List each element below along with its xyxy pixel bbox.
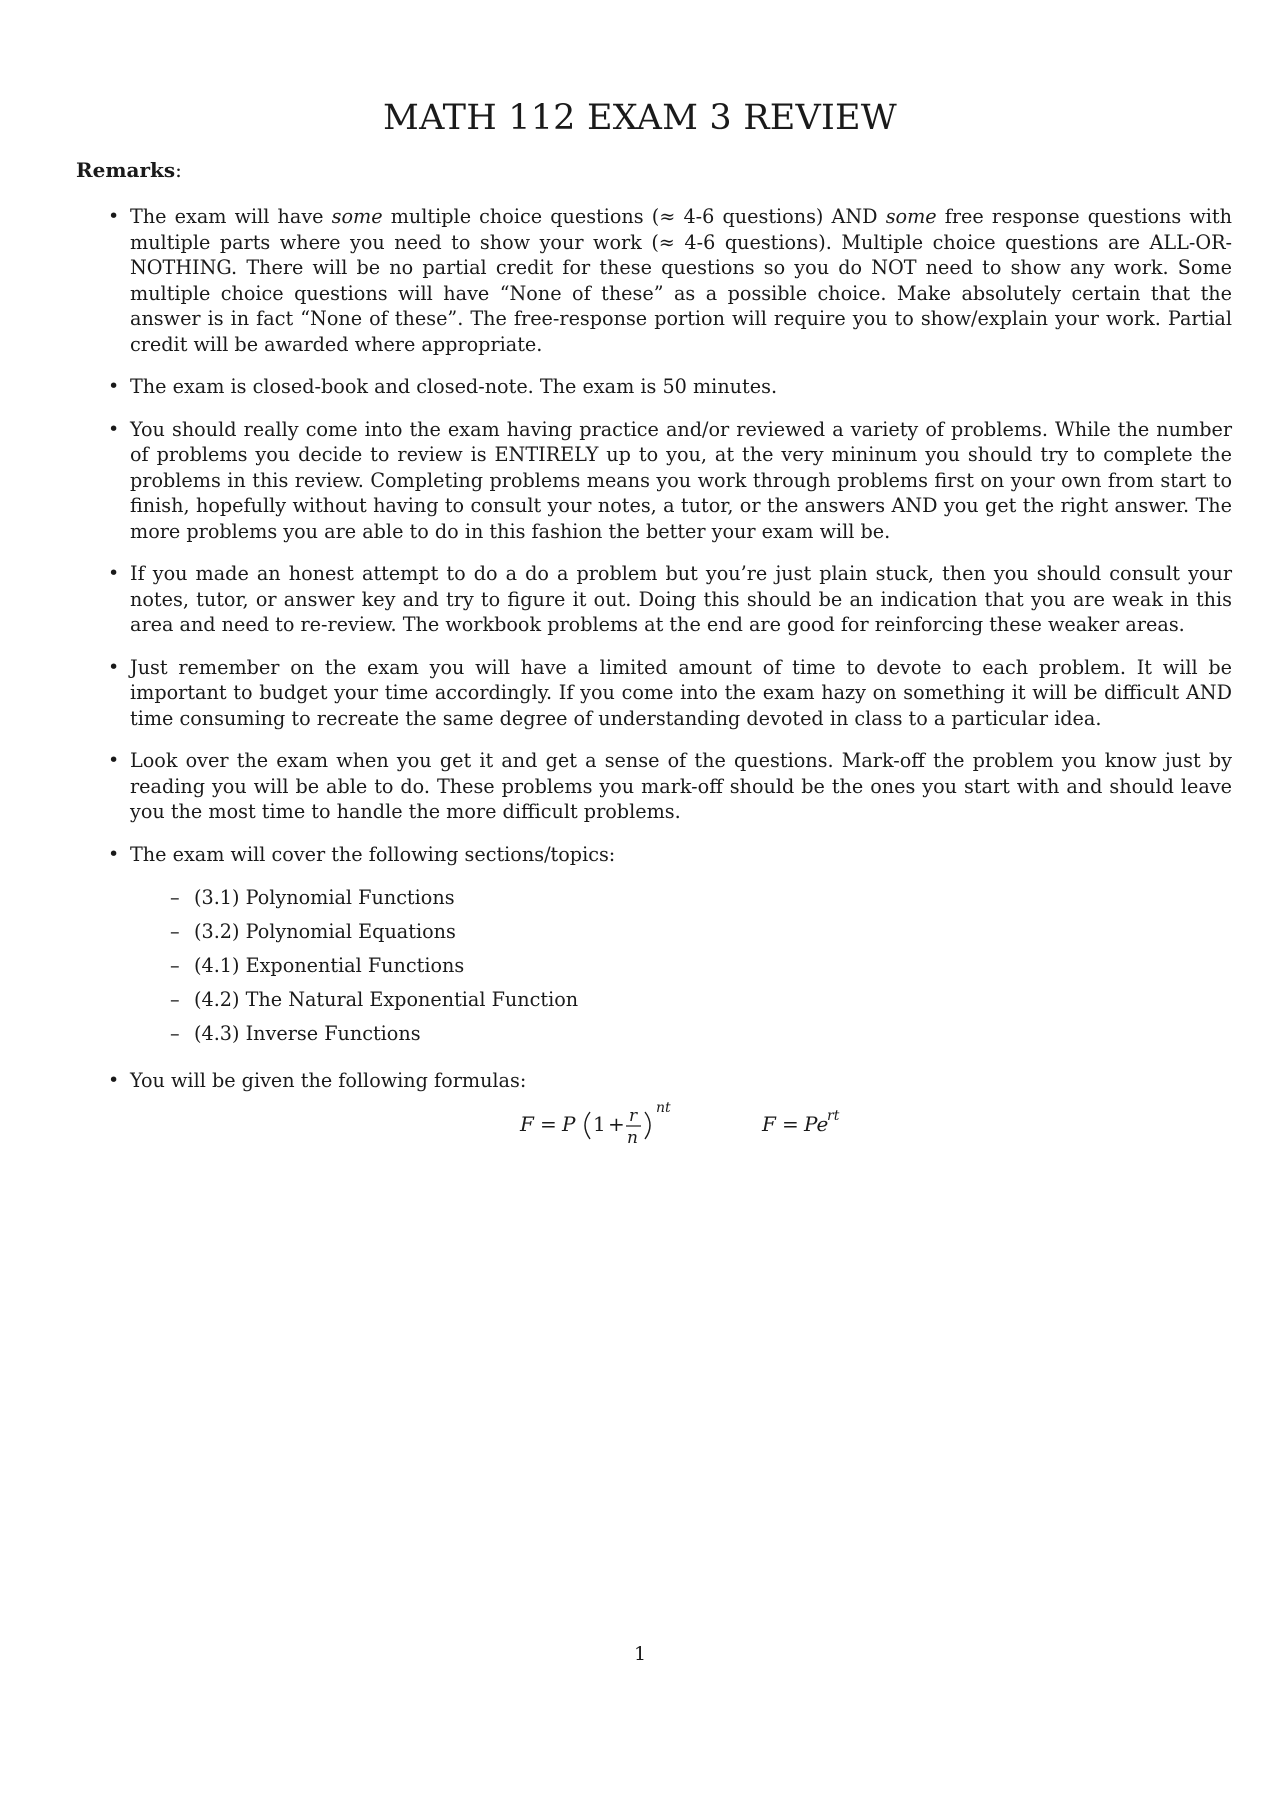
list-item bbox=[108, 748, 1232, 825]
topic-label: (3.1) Polynomial Functions bbox=[194, 886, 455, 909]
emphasis-text: some bbox=[331, 205, 383, 228]
bullet-text: Look over the exam when you get it and get a sense of the questions. Mark-off the problem you know just by reading you will be able to do. These problems you mark-off should be the ones you start with and should leave you the most time to handle the more difficult problems. bbox=[130, 749, 1232, 823]
dash-icon: – bbox=[170, 920, 180, 943]
formula-equals: = bbox=[782, 1112, 799, 1136]
topic-label: (4.3) Inverse Functions bbox=[194, 1022, 421, 1045]
bullet-icon: • bbox=[108, 417, 120, 440]
bullet-text-part: multiple choice questions (≈ 4-6 questions) AND bbox=[382, 205, 886, 228]
formula-plus: + bbox=[608, 1112, 625, 1136]
bullet-text: The exam will cover the following sections/topics: bbox=[130, 842, 616, 866]
bullet-icon: • bbox=[108, 1069, 120, 1091]
dash-icon: – bbox=[170, 988, 180, 1011]
dash-icon: – bbox=[170, 954, 180, 977]
remarks-colon: : bbox=[175, 158, 182, 182]
continuous-interest-formula bbox=[761, 1108, 840, 1136]
formula-base: Pe bbox=[804, 1112, 829, 1136]
topic-label: (4.1) Exponential Functions bbox=[194, 954, 465, 977]
topic-label: (3.2) Polynomial Equations bbox=[194, 920, 456, 943]
bullet-icon: • bbox=[108, 375, 120, 397]
list-item bbox=[108, 655, 1232, 732]
dash-icon: – bbox=[170, 886, 180, 909]
list-item bbox=[108, 417, 1232, 545]
topic-item bbox=[170, 915, 1232, 949]
topics-list bbox=[130, 881, 1232, 1051]
bullet-text: You will be given the following formulas: bbox=[130, 1069, 527, 1092]
list-item bbox=[108, 561, 1232, 638]
formula-exponent: nt bbox=[656, 1100, 671, 1116]
bullet-icon: • bbox=[108, 749, 120, 771]
compound-interest-formula bbox=[519, 1100, 671, 1148]
formula-exponent: rt bbox=[827, 1108, 840, 1124]
remarks-label: Remarks bbox=[76, 158, 176, 182]
topic-item bbox=[170, 983, 1232, 1017]
formula-equals: = bbox=[540, 1112, 557, 1136]
bullet-text bbox=[130, 205, 1232, 356]
right-paren bbox=[645, 1112, 650, 1139]
formulas bbox=[500, 1090, 880, 1160]
dash-icon: – bbox=[170, 1022, 180, 1045]
emphasis-text: some bbox=[885, 205, 937, 228]
left-paren bbox=[585, 1112, 590, 1139]
formula-principal: P bbox=[562, 1112, 576, 1136]
bullet-icon: • bbox=[108, 562, 120, 584]
bullet-text: If you made an honest attempt to do a do a problem but you’re just plain stuck, then you should consult your notes, tutor, or answer key and try to figure it out. Doing this should be an indication that you are weak in this area and need to re-review. The workbook problems at the end are good for reinforcing these weaker areas. bbox=[130, 562, 1232, 636]
bullet-text: Just remember on the exam you will have a limited amount of time to devote to each problem. It will be important to budget your time accordingly. If you come into the exam hazy on something it will be difficult AND time consuming to recreate the same degree of understanding devoted in class to a particular idea. bbox=[130, 655, 1232, 730]
fraction-denominator: n bbox=[627, 1128, 638, 1148]
bullet-text-part: The exam will have bbox=[130, 205, 332, 228]
bullet-text: You should really come into the exam having practice and/or reviewed a variety of problems. While the number of problems you decide to review is ENTIRELY up to you, at the very mininum you should try to complete the problems in this review. Completing problems means you work through problems first on your own from start to finish, hopefully without having to consult your notes, a tutor, or the answers AND you get the right answer. The more problems you are able to do in this fashion the better your exam will be. bbox=[130, 417, 1232, 543]
formula-one: 1 bbox=[593, 1112, 606, 1136]
bullet-icon: • bbox=[108, 205, 120, 227]
page-title: MATH 112 EXAM 3 REVIEW bbox=[383, 98, 897, 138]
topic-item bbox=[170, 949, 1232, 983]
remarks-heading bbox=[76, 158, 182, 182]
bullet-icon: • bbox=[108, 842, 120, 865]
bullet-text-part: free response questions with multiple parts where you need to show your work (≈ 4-6 questions). Multiple choice questions are ALL-OR-NOTHING. There will be no partial credit for these questions so you do NOT need to show any work. Some multiple choice questions will have “None of these” as a possible choice. Make absolutely certain that the answer is in fact “None of these”. The free-response portion will require you to show/explain your work. Partial credit will be awarded where appropriate. bbox=[130, 205, 1232, 356]
list-item bbox=[108, 204, 1232, 357]
bullet-text: The exam is closed-book and closed-note. The exam is 50 minutes. bbox=[130, 375, 778, 398]
topic-label: (4.2) The Natural Exponential Function bbox=[194, 988, 579, 1011]
page-number: 1 bbox=[633, 1643, 647, 1665]
topic-item bbox=[170, 881, 1232, 915]
topic-item bbox=[170, 1017, 1232, 1051]
list-item bbox=[108, 374, 1232, 400]
remarks-list bbox=[108, 204, 1232, 1111]
formula-lhs: F bbox=[762, 1112, 776, 1136]
list-item bbox=[108, 842, 1232, 1052]
bullet-icon: • bbox=[108, 655, 120, 678]
fraction-numerator: r bbox=[629, 1106, 638, 1126]
formula-lhs: F bbox=[520, 1112, 534, 1136]
